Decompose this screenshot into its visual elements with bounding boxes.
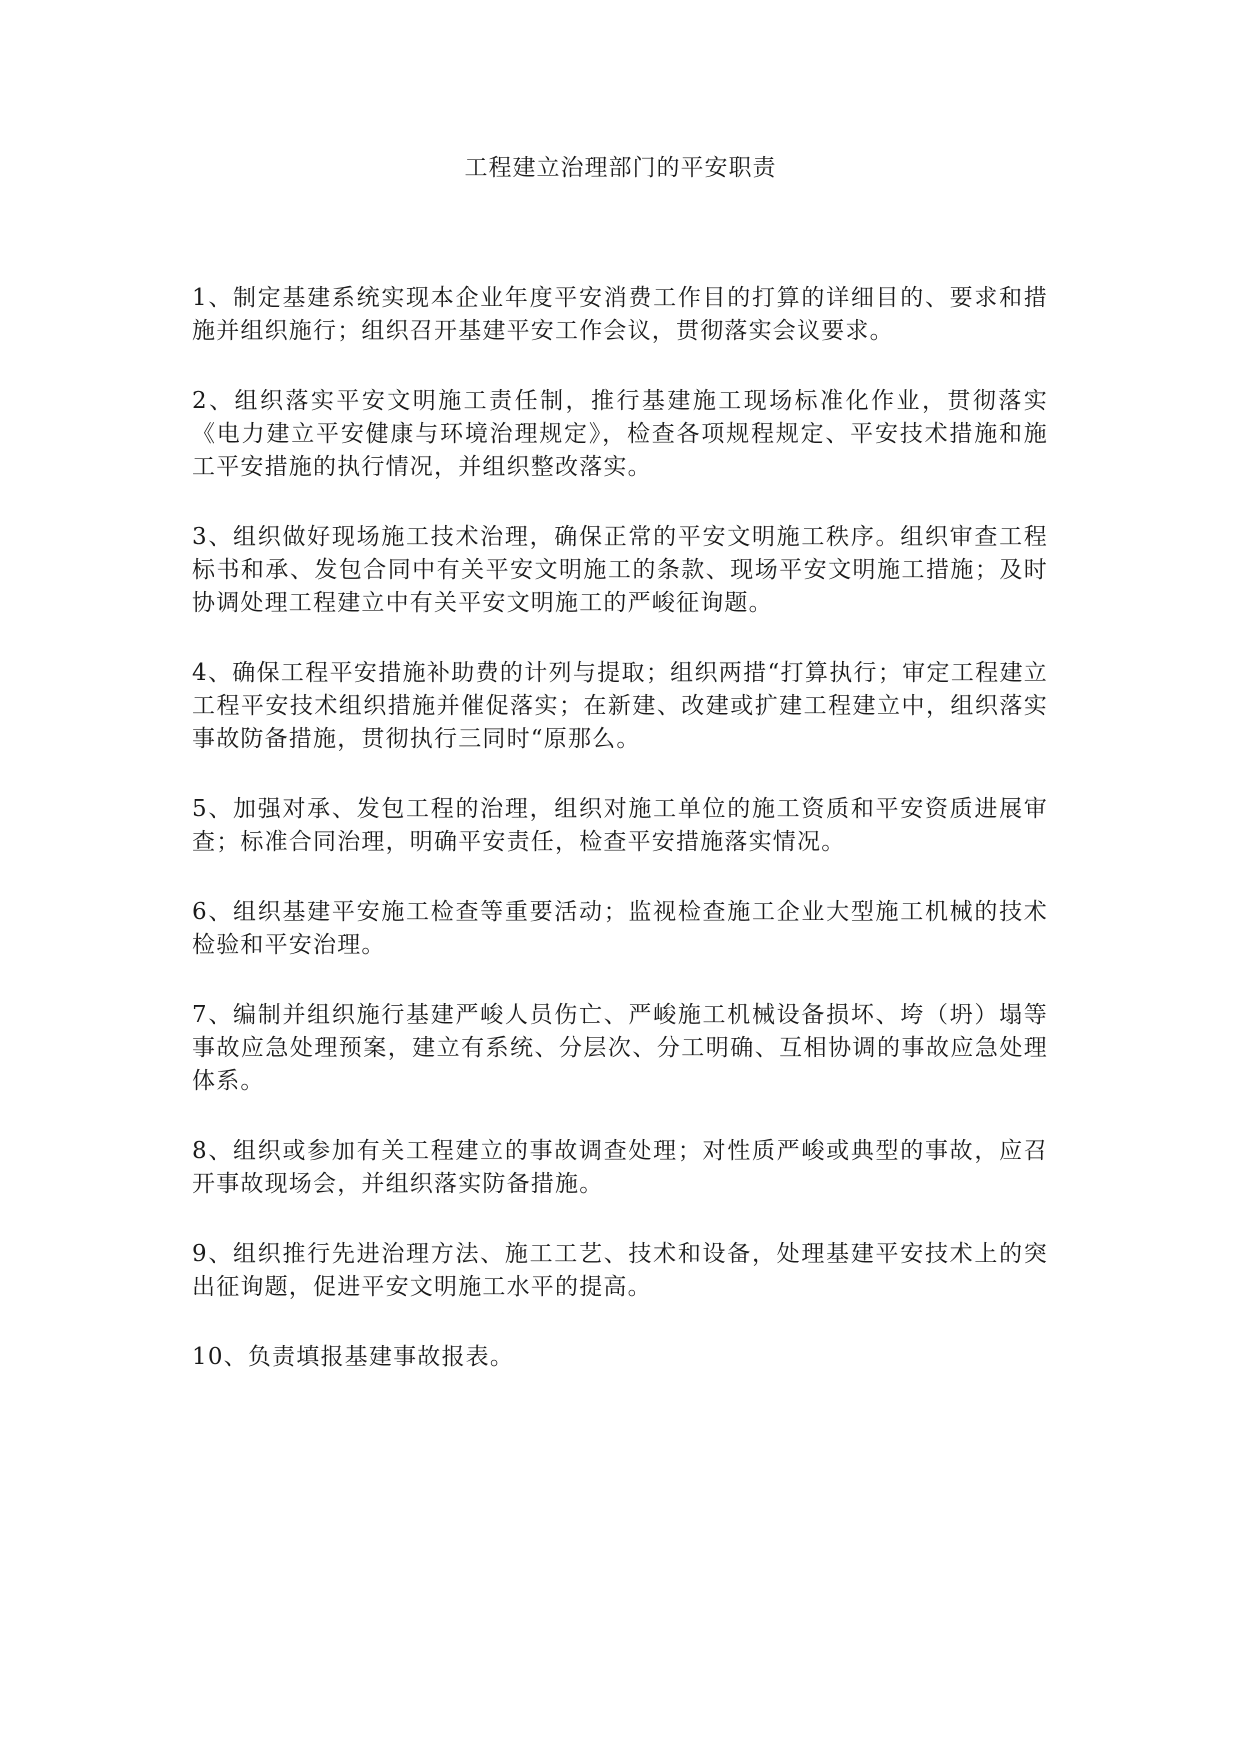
- document-title: 工程建立治理部门的平安职责: [464, 155, 777, 181]
- paragraph-2: 2、组织落实平安文明施工责任制，推行基建施工现场标准化作业，贯彻落实《电力建立平安健康与环境治理规定》，检查各项规程规定、平安技术措施和施工平安措施的执行情况，并组织整改落实。: [192, 388, 1048, 480]
- paragraph-10: 10、负责填报基建事故报表。: [192, 1344, 515, 1370]
- paragraph-4: 4、确保工程平安措施补助费的计列与提取；组织两措“打算执行；审定工程建立工程平安技术组织措施并催促落实；在新建、改建或扩建工程建立中，组织落实事故防备措施，贯彻执行三同时“原那么。: [192, 660, 1048, 752]
- paragraph-3: 3、组织做好现场施工技术治理，确保正常的平安文明施工秩序。组织审查工程标书和承、发包合同中有关平安文明施工的条款、现场平安文明施工措施；及时协调处理工程建立中有关平安文明施工的严峻征询题。: [192, 524, 1048, 616]
- paragraph-6: 6、组织基建平安施工检查等重要活动；监视检查施工企业大型施工机械的技术检验和平安治理。: [192, 899, 1048, 958]
- paragraph-5: 5、加强对承、发包工程的治理，组织对施工单位的施工资质和平安资质进展审查；标准合同治理，明确平安责任，检查平安措施落实情况。: [192, 796, 1048, 855]
- paragraph-9: 9、组织推行先进治理方法、施工工艺、技术和设备，处理基建平安技术上的突出征询题，促进平安文明施工水平的提高。: [192, 1241, 1048, 1300]
- paragraph-7: 7、编制并组织施行基建严峻人员伤亡、严峻施工机械设备损坏、垮（坍）塌等事故应急处理预案，建立有系统、分层次、分工明确、互相协调的事故应急处理体系。: [192, 1002, 1048, 1094]
- paragraph-1: 1、制定基建系统实现本企业年度平安消费工作目的打算的详细目的、要求和措施并组织施行；组织召开基建平安工作会议，贯彻落实会议要求。: [192, 285, 1048, 344]
- document-body: [192, 282, 1048, 1411]
- paragraph-8: 8、组织或参加有关工程建立的事故调查处理；对性质严峻或典型的事故，应召开事故现场会，并组织落实防备措施。: [192, 1138, 1048, 1197]
